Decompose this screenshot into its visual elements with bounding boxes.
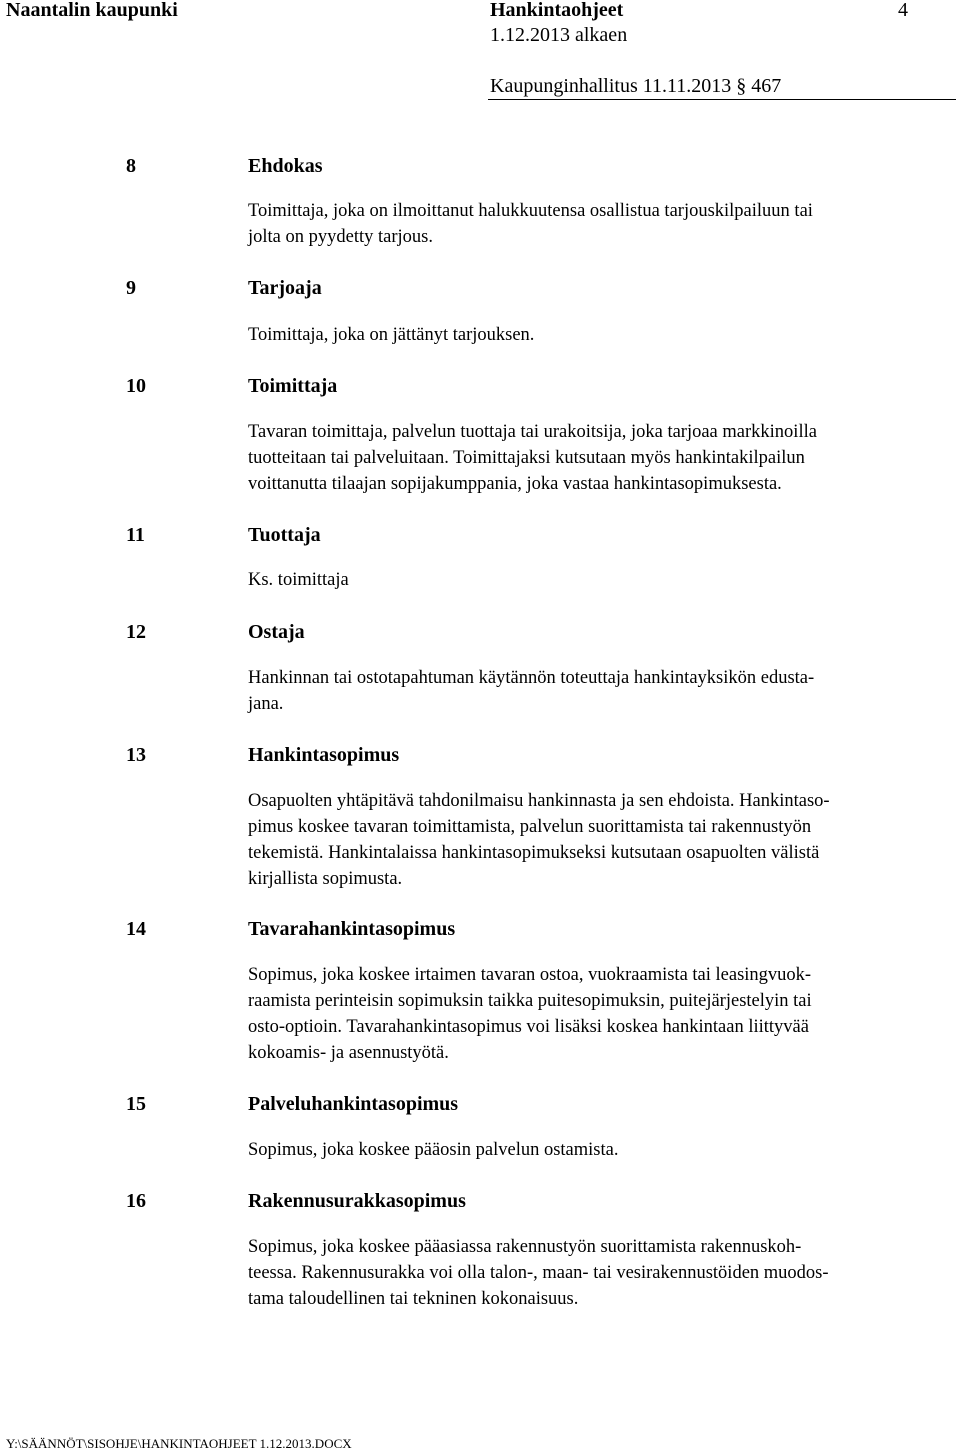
text-line: voittanutta tilaajan sopijakumppania, joka vastaa hankintasopimuksesta. (248, 474, 782, 494)
definition-number: 8 (126, 155, 136, 177)
definition-number: 9 (126, 277, 136, 299)
definition-text (248, 788, 830, 892)
definition-number: 12 (126, 621, 146, 643)
text-line: Tavaran toimittaja, palvelun tuottaja tai urakoitsija, joka tarjoaa markkinoilla (248, 422, 817, 442)
text-line: Hankinnan tai ostotapahtuman käytännön toteuttaja hankintayksikön edusta- (248, 668, 815, 688)
text-line: kirjallista sopimusta. (248, 869, 403, 889)
text-line: jana. (248, 694, 284, 714)
text-line: raamista perinteisin sopimuksin taikka puitesopimuksin, puitejärjestelyin tai (248, 991, 812, 1011)
definition-term: Tavarahankintasopimus (248, 918, 456, 940)
definition-number: 11 (126, 524, 145, 546)
definition-term: Tarjoaja (248, 277, 322, 299)
definition-text (248, 962, 812, 1066)
header-rule (488, 99, 956, 100)
definition-text (248, 1234, 829, 1312)
definition-number: 10 (126, 375, 146, 397)
definition-text (248, 419, 817, 497)
definition-number: 13 (126, 744, 146, 766)
definition-term: Tuottaja (248, 524, 321, 546)
text-line: teessa. Rakennusurakka voi olla talon-, maan- tai vesirakennustöiden muodos- (248, 1263, 829, 1283)
definition-text (248, 198, 813, 250)
organization-name: Naantalin kaupunki (6, 0, 178, 21)
text-line: jolta on pyydetty tarjous. (248, 227, 433, 247)
text-line: Sopimus, joka koskee pääosin palvelun ostamista. (248, 1140, 619, 1160)
text-line: tama taloudellinen tai tekninen kokonaisuus. (248, 1289, 579, 1309)
text-line: kokoamis- ja asennustyötä. (248, 1043, 449, 1063)
text-line: Toimittaja, joka on ilmoittanut halukkuutensa osallistua tarjouskilpailuun tai (248, 201, 813, 221)
effective-date: 1.12.2013 alkaen (490, 24, 628, 46)
definition-term: Toimittaja (248, 375, 338, 397)
definition-term: Hankintasopimus (248, 744, 400, 766)
definition-term: Rakennusurakkasopimus (248, 1190, 466, 1212)
definition-text (248, 567, 349, 593)
document-title: Hankintaohjeet (490, 0, 624, 21)
definition-number: 14 (126, 918, 146, 940)
text-line: osto-optioin. Tavarahankintasopimus voi lisäksi koskea hankintaan liittyvää (248, 1017, 809, 1037)
definition-term: Palveluhankintasopimus (248, 1093, 459, 1115)
definition-number: 16 (126, 1190, 146, 1212)
approval-reference: Kaupunginhallitus 11.11.2013 § 467 (490, 75, 782, 97)
text-line: Osapuolten yhtäpitävä tahdonilmaisu hankinnasta ja sen ehdoista. Hankintaso- (248, 791, 830, 811)
text-line: Sopimus, joka koskee pääasiassa rakennustyön suorittamista rakennuskoh- (248, 1237, 802, 1257)
text-line: tekemistä. Hankintalaissa hankintasopimukseksi kutsutaan osapuolten välistä (248, 843, 820, 863)
text-line: Ks. toimittaja (248, 570, 349, 590)
page-number: 4 (898, 0, 908, 21)
text-line: Toimittaja, joka on jättänyt tarjouksen. (248, 325, 535, 345)
file-path-footer: Y:\SÄÄNNÖT\SISOHJE\HANKINTAOHJEET 1.12.2013.DOCX (6, 1436, 352, 1451)
definition-term: Ehdokas (248, 155, 323, 177)
definition-text (248, 322, 534, 348)
text-line: pimus koskee tavaran toimittamista, palvelun suorittamista tai rakennustyön (248, 817, 812, 837)
definition-text (248, 1137, 618, 1163)
text-line: Sopimus, joka koskee irtaimen tavaran ostoa, vuokraamista tai leasingvuok- (248, 965, 812, 985)
text-line: tuotteitaan tai palveluitaan. Toimittajaksi kutsutaan myös hankintakilpailun (248, 448, 805, 468)
definition-text (248, 665, 814, 717)
definition-number: 15 (126, 1093, 146, 1115)
definition-term: Ostaja (248, 621, 305, 643)
